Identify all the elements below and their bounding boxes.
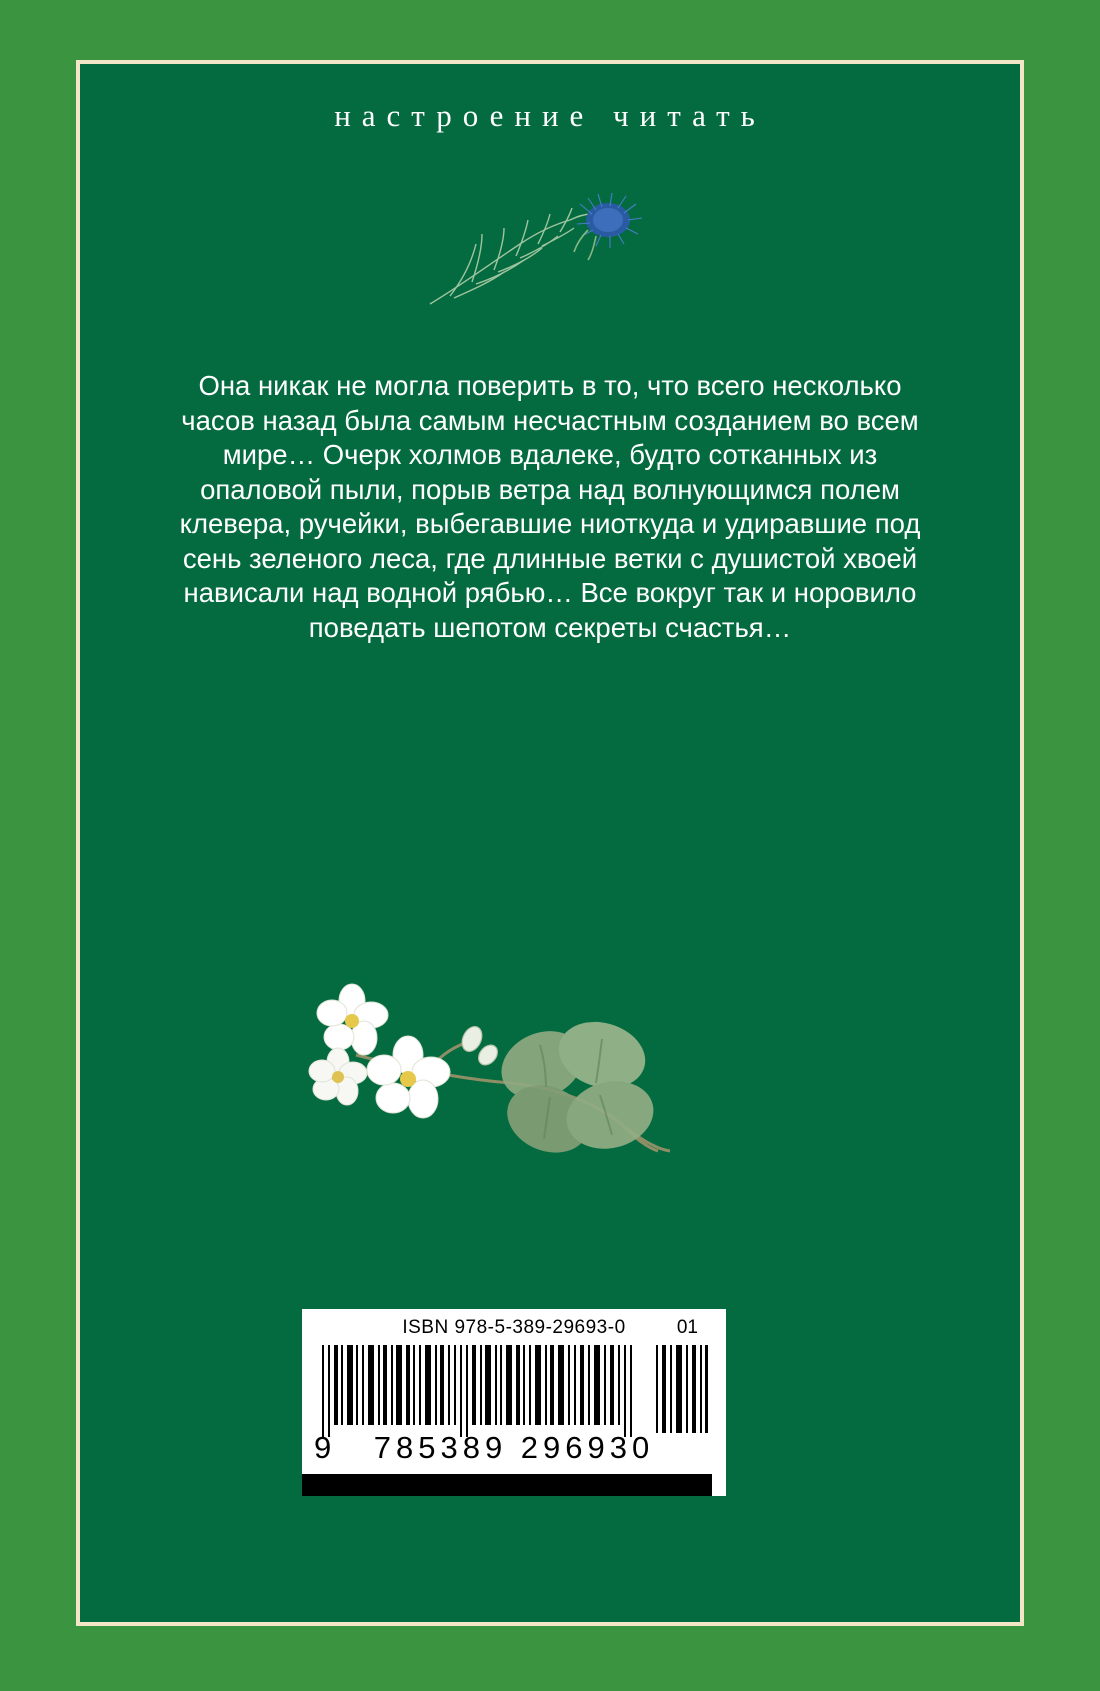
flowers-and-clover-icon [290, 959, 730, 1179]
ean-digits: 785389 296930 [373, 1430, 655, 1465]
series-title: настроение читать [334, 98, 766, 133]
thistle-sprig-icon [420, 186, 680, 316]
cover-panel [76, 60, 1024, 1626]
cover-panel-inner [80, 64, 1020, 1622]
isbn-label: ISBN 978-5-389-29693-0 [402, 1317, 626, 1338]
barcode-footer-notch [712, 1474, 726, 1496]
blurb-paragraph: Она никак не могла поверить в то, что всего несколько часов назад была самым несчастным созданием во всем мире… Очерк холмов вдалеке, будто сотканных из опаловой пыли, порыв ветра над волнующимся полем клевера, ручейки, выбегавшие ниоткуда и удиравшие под сень зеленого леса, где длинные ветки с душистой хвоей нависали над водной рябью… Все вокруг так и норовило поведать шепотом секреты счастья… [179, 370, 921, 643]
barcode-bars-main [320, 1345, 640, 1437]
barcode [302, 1309, 726, 1474]
isbn-addon: 01 [676, 1317, 698, 1338]
barcode-bars-addon [654, 1345, 710, 1437]
ean-first-digit: 9 [314, 1430, 332, 1465]
barcode-footer-bar [302, 1474, 726, 1496]
blurb-text [170, 369, 930, 645]
